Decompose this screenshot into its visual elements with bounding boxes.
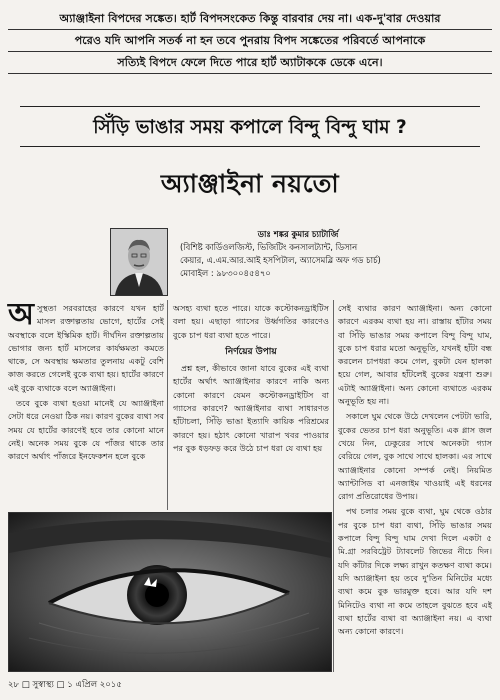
title-rule-bottom: [20, 146, 480, 147]
article-paragraph: প্রশ্ন হল, কীভাবে জানা যাবে বুকের এই ব্যথা হার্টের অর্থাৎ অ্যাঞ্জাইনার কারণে নাকি অন্য কোনো কারণে যেমন কস্টোকনড্রাইটিস বা গ্যাসের কারণে? অ্যাঞ্জাইনার ব্যথা সাধারণত হাঁটাচলা, সিঁড়ি ভাঙা ইত্যাদি কায়িক পরিশ্রমের কারণে হয়। হঠাৎ কোনো খারাপ খবর পাওয়ার পর বুক ধড়ফড় করে উঠে চাপ ধরা যে ব্যথা হয়: [173, 363, 329, 453]
page-footer: ২৮ □ সুস্বাস্থ্য □ ১ এপ্রিল ২০১৫: [8, 680, 122, 690]
headline-subtitle: অ্যাঞ্জাইনা নয়তো: [160, 169, 340, 198]
article-paragraph: তবে বুকে ব্যথা হওয়া মানেই যে অ্যাঞ্জাইনা সেটা ধরে নেওয়া ঠিক নয়। কারণ বুকের ব্যথা সব সময় যে হার্টের কারণেই হবে তার কোনো মানে নেই। অনেক সময় বুকে যে পাঁজর থাকে তার কারণে অর্থাৎ পাঁজরে ইনফেকশন হলে বুকে: [8, 398, 164, 462]
article-column-1: [8, 297, 164, 466]
article-paragraph: পথ চলার সময় বুকে ব্যথা, ঘুম থেকে ওঠার পর বুকে চাপ ধরা ব্যথা, সিঁড়ি ভাঙার সময় কপালে বিন্দু বিন্দু ঘাম দেখা দিলে একটা ৫ মি.গ্রা সরবিট্রেট ট্যাবলেট জিভের নীচে দিন। যদি কাঁটার দিকে লক্ষ্য রাখুন কতক্ষণ ব্যথা কমে। যদি অ্যাঞ্জাইনা হয় তবে দু'তিন মিনিটের মধ্যে ব্যথা কমে বুক ভারমুক্ত হবে। আর যদি দশ মিনিটেও ব্যথা না কমে তাহলে বুঝতে হবে এই ব্যথা হার্টের ব্যথা বা অ্যাঞ্জাইনা নয়। এ ব্যথা অন্য কোনো কারণে।: [338, 506, 492, 637]
eye-photo: [8, 512, 332, 672]
title-rule-top: [20, 106, 480, 107]
author-designation: (বিশিষ্ট কার্ডিওলজিস্ট, ভিজিটিং কনসালট্যান্ট, ডিসান: [180, 242, 358, 252]
article-column-2: [173, 302, 329, 457]
intro-line: অ্যাঞ্জাইনা বিপদের সঙ্কেত। হার্ট বিপদসংকেত কিন্তু বারবার দেয় না। এক-দু'বার দেওয়ার: [8, 8, 492, 30]
section-heading: নির্ণয়ের উপায়: [225, 346, 277, 357]
intro-lead: [8, 8, 492, 74]
article-paragraph: অসহ্য ব্যথা হতে পারে। যাকে কস্টোকনড্রাইটিস বলা হয়। এছাড়া গ্যাসের উর্ধ্বগতির কারণেও বুকে চাপ ধরা ব্যথা হতে পারে।: [173, 303, 329, 340]
author-mobile: মোবাইল : ৯৮৩০০৪৫৪৭০: [180, 268, 271, 278]
article-paragraph: সেই ব্যথার কারণ অ্যাঞ্জাইনা। অন্য কোনো কারণে এরকম ব্যথা হয় না। রাস্তায় হাঁটার সময় বা সিঁড়ি ভাঙার সময় কপালে বিন্দু বিন্দু ঘাম, বুকে চাপ ধরার মতো অনুভূতি, যখনই হাঁটা বন্ধ করলেন চাপধরা কমে গেল, বুকটা যেন হালকা হয়ে গেল, আবার হাঁটলেই বুকের যন্ত্রণা শুরু। এটাই অ্যাঞ্জাইনা। অন্য কোনো ব্যথাতে এরকম অনুভূতি হয় না।: [338, 303, 492, 407]
article-column-3: [338, 302, 492, 640]
drop-cap: অ: [8, 297, 34, 332]
article-paragraph: সকালে ঘুম থেকে উঠে দেখলেন পেটটা ভারি, বুকের ভেতর চাপ ধরা অনুভূতি। এক গ্লাস জল খেয়ে নিন, ঢেকুরের সাথে অনেকটা গ্যাস বেরিয়ে গেল, বুক সাথে সাথে হালকা। এর সাথে অ্যাঞ্জাইনার কোনো সম্পর্ক নেই। নিয়মিত অ্যান্টাসিড বা এনজাইম খাওয়াই এই ধরনের রোগ প্রতিরোধের উপায়।: [338, 411, 492, 502]
intro-line: সত্যিই বিপদে ফেলে দিতে পারে হার্ট অ্যাটাককে ডেকে এনে।: [8, 52, 492, 74]
column-divider: [167, 300, 168, 510]
author-block: [110, 228, 400, 294]
author-credentials: [180, 228, 416, 280]
author-name: ডাঃ শঙ্কর কুমার চ্যাটার্জি: [257, 229, 339, 239]
article-paragraph: সুস্থতা সরবরাহের কারণে যখন হার্ট মাসল রক্তাল্পতায় ভোগে, হার্টের সেই অবস্থাকে বলে ইস্কিমিক হার্ট। দীর্ঘদিন রক্তাল্পতায় ভোগার জন্য হার্ট মাসলের কার্যক্ষমতা কমতে থাকে, সে অবস্থায় ক্ষমতার তুলনায় একটু বেশি কাজ করতে গেলেই বুকে ব্যথা হয়। হার্টের কারণে এই বুকে ব্যথাকে বলে অ্যাঞ্জাইনা।: [8, 303, 164, 393]
author-hospital: কেয়ার, এ.এম.আর.আই হসপিটাল, অ্যাসেমব্লি অফ গড চার্চ): [180, 255, 381, 265]
intro-line: পরেও যদি আপনি সতর্ক না হন তবে পুনরায় বিপদ সঙ্কেতের পরিবর্তে আপনাকে: [8, 30, 492, 52]
headline-title: সিঁড়ি ভাঙার সময় কপালে বিন্দু বিন্দু ঘাম ?: [93, 117, 407, 138]
column-divider: [333, 300, 334, 672]
author-photo: [110, 228, 168, 296]
